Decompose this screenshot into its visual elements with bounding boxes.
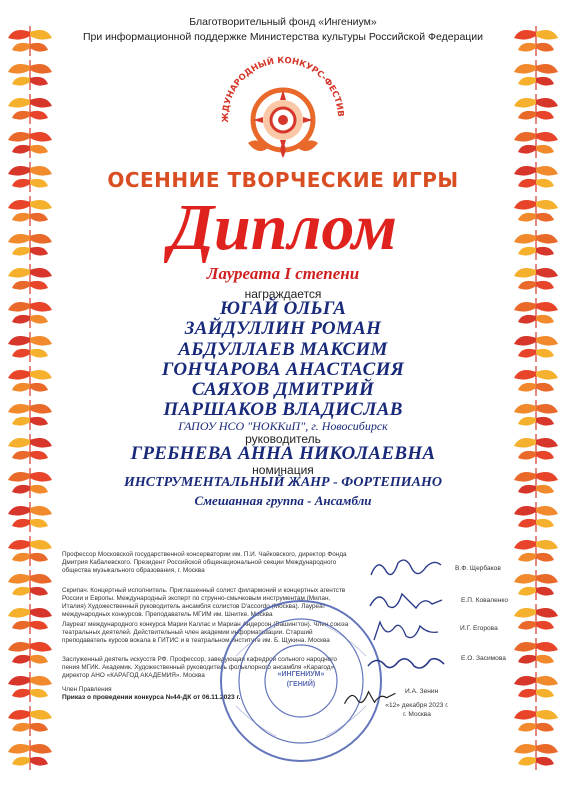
leaf-ornament (8, 196, 52, 226)
leaf-ornament (8, 502, 52, 532)
leaf-ornament (8, 298, 52, 328)
header-foundation: Благотворительный фонд «Ингениум» (189, 16, 377, 28)
laureate-name: ПАРШАКОВ ВЛАДИСЛАВ (163, 399, 403, 420)
leader-name: ГРЕБНЕВА АННА НИКОЛАЕВНА (130, 443, 436, 464)
header-support: При информационной поддержке Министерства культуры Российской Федерации (82, 31, 484, 43)
diploma-degree: Лауреата I степени (206, 264, 360, 283)
diploma-title: Диплом (168, 191, 398, 264)
leaf-ornament (8, 332, 52, 362)
signature-mark (366, 586, 446, 616)
leaf-ornament (514, 60, 558, 90)
logo-emblem-icon (248, 90, 318, 158)
jury-member-description: Профессор Московской государственной консерватории им. П.И. Чайковского, директор Фонда Дмитрия Кабалевского. Президент Российской общенациональной секции Международного общества музыкального образования, г. Москва (62, 551, 347, 574)
nomination-group: Смешанная группа - Ансамбли (194, 493, 372, 508)
laureate-name: АБДУЛЛАЕВ МАКСИМ (178, 339, 388, 360)
stamp-center-text: «ИНГЕНИУМ» (ГЕНИЙ) (277, 671, 325, 688)
institution: ГАПОУ НСО "НОККиП", г. Новосибирск (178, 419, 388, 433)
laureate-name: ГОНЧАРОВА АНАСТАСИЯ (161, 359, 405, 380)
leaf-ornament (8, 366, 52, 396)
issue-date (382, 701, 452, 719)
leaf-ornament (8, 740, 52, 770)
laureate-name: ЮГАЙ ОЛЬГА (219, 298, 347, 319)
nomination-genre: ИНСТРУМЕНТАЛЬНЫЙ ЖАНР - ФОРТЕПИАНО (123, 475, 442, 490)
logo-ring-text: ЖДУНАРОДНЫЙ КОНКУРС-ФЕСТИВ (220, 55, 346, 123)
jury-signature-name: И.Г. Егорова (460, 625, 498, 632)
leaf-ornament (8, 434, 52, 464)
awarded-label: награждается (244, 287, 322, 301)
leaf-ornament (514, 604, 558, 634)
leaf-ornament (8, 26, 52, 56)
leaf-ornament (514, 162, 558, 192)
leaf-ornament (8, 400, 52, 430)
leaf-ornament (514, 570, 558, 600)
jury-member-description: Заслуженный деятель искусств РФ. Профессор, заведующая кафедрой сольного народного пения МГИК. Академик. Художественный руководитель фольклорного ансамбля «Карагод», директор АНО «КАРАГОД АКАДЕМИЯ». Москва (62, 656, 337, 679)
jury-member-description: Скрипач. Концертный исполнитель. Приглашенный солист филармоний и концертных агентств России и Европы. Международный эксперт по струнно-смычковым инструментам (Милан, Италия) Художественный руководитель ансамбля солистов D'accordo (Москва). Лауреат международных конкурсов. Преподаватель МГИМ им. Шнитке. Москва (62, 587, 346, 618)
leaf-ornament (8, 468, 52, 498)
leaf-ornament (514, 366, 558, 396)
issue-date-line: «12» декабря 2023 г. (385, 702, 449, 709)
leaf-ornament (8, 638, 52, 668)
leaf-ornament (514, 536, 558, 566)
signature-mark (366, 648, 446, 678)
nomination-label: номинация (252, 463, 314, 477)
leaf-ornament (8, 604, 52, 634)
jury-signature-name: Е.П. Коваленко (461, 597, 509, 604)
chair-label: Член Правления (62, 686, 112, 693)
leaf-ornament (8, 162, 52, 192)
leaf-ornament (8, 536, 52, 566)
leaf-ornament (514, 26, 558, 56)
left-leaf-border (2, 18, 58, 782)
signature-mark (366, 553, 446, 583)
jury-signature-name: В.Ф. Щербаков (455, 565, 501, 572)
leaf-ornament (8, 60, 52, 90)
leaf-ornament (8, 94, 52, 124)
leaf-ornament (514, 128, 558, 158)
signature-mark (366, 616, 446, 646)
leaf-ornament (8, 706, 52, 736)
laureate-name: ЗАЙДУЛЛИН РОМАН (184, 318, 382, 339)
leaf-ornament (8, 672, 52, 702)
leaf-ornament (8, 128, 52, 158)
leaf-ornament (514, 298, 558, 328)
leader-label: руководитель (245, 432, 321, 446)
leaf-ornament (514, 400, 558, 430)
jury-member-description: Лауреат международного конкурса Марии Каллас и Мариан Андерсон (Вашингтон). Член союза театральных деятелей. Действительный член академии информатизации. Старший преподаватель курсов вокала в ГИТИС и в театральном институте им. Б. Щукина. Москва (62, 621, 349, 644)
leaf-ornament (514, 638, 558, 668)
leaf-ornament (514, 434, 558, 464)
leaf-ornament (514, 672, 558, 702)
chair-signature-name: И.А. Зенин (405, 688, 439, 695)
leaf-ornament (514, 740, 558, 770)
festival-logo (198, 48, 368, 168)
leaf-ornament (514, 230, 558, 260)
leaf-ornament (8, 570, 52, 600)
leaf-ornament (514, 196, 558, 226)
issue-place-line: г. Москва (403, 711, 431, 718)
leaf-ornament (514, 502, 558, 532)
jury-signature-name: Е.О. Засимова (461, 655, 506, 662)
stamp-seal (216, 596, 386, 766)
leaf-ornament (8, 264, 52, 294)
right-leaf-border (508, 18, 564, 782)
leaf-ornament (514, 94, 558, 124)
leaf-ornament (8, 230, 52, 260)
leaf-ornament (514, 332, 558, 362)
leaf-ornament (514, 706, 558, 736)
laureate-name: САЯХОВ ДМИТРИЙ (191, 379, 375, 400)
festival-title: ОСЕННИЕ ТВОРЧЕСКИЕ ИГРЫ (107, 168, 459, 192)
leaf-ornament (514, 264, 558, 294)
order-reference: Приказ о проведении конкурса №44-ДК от 06.11.2023 г. (62, 694, 241, 701)
leaf-ornament (514, 468, 558, 498)
